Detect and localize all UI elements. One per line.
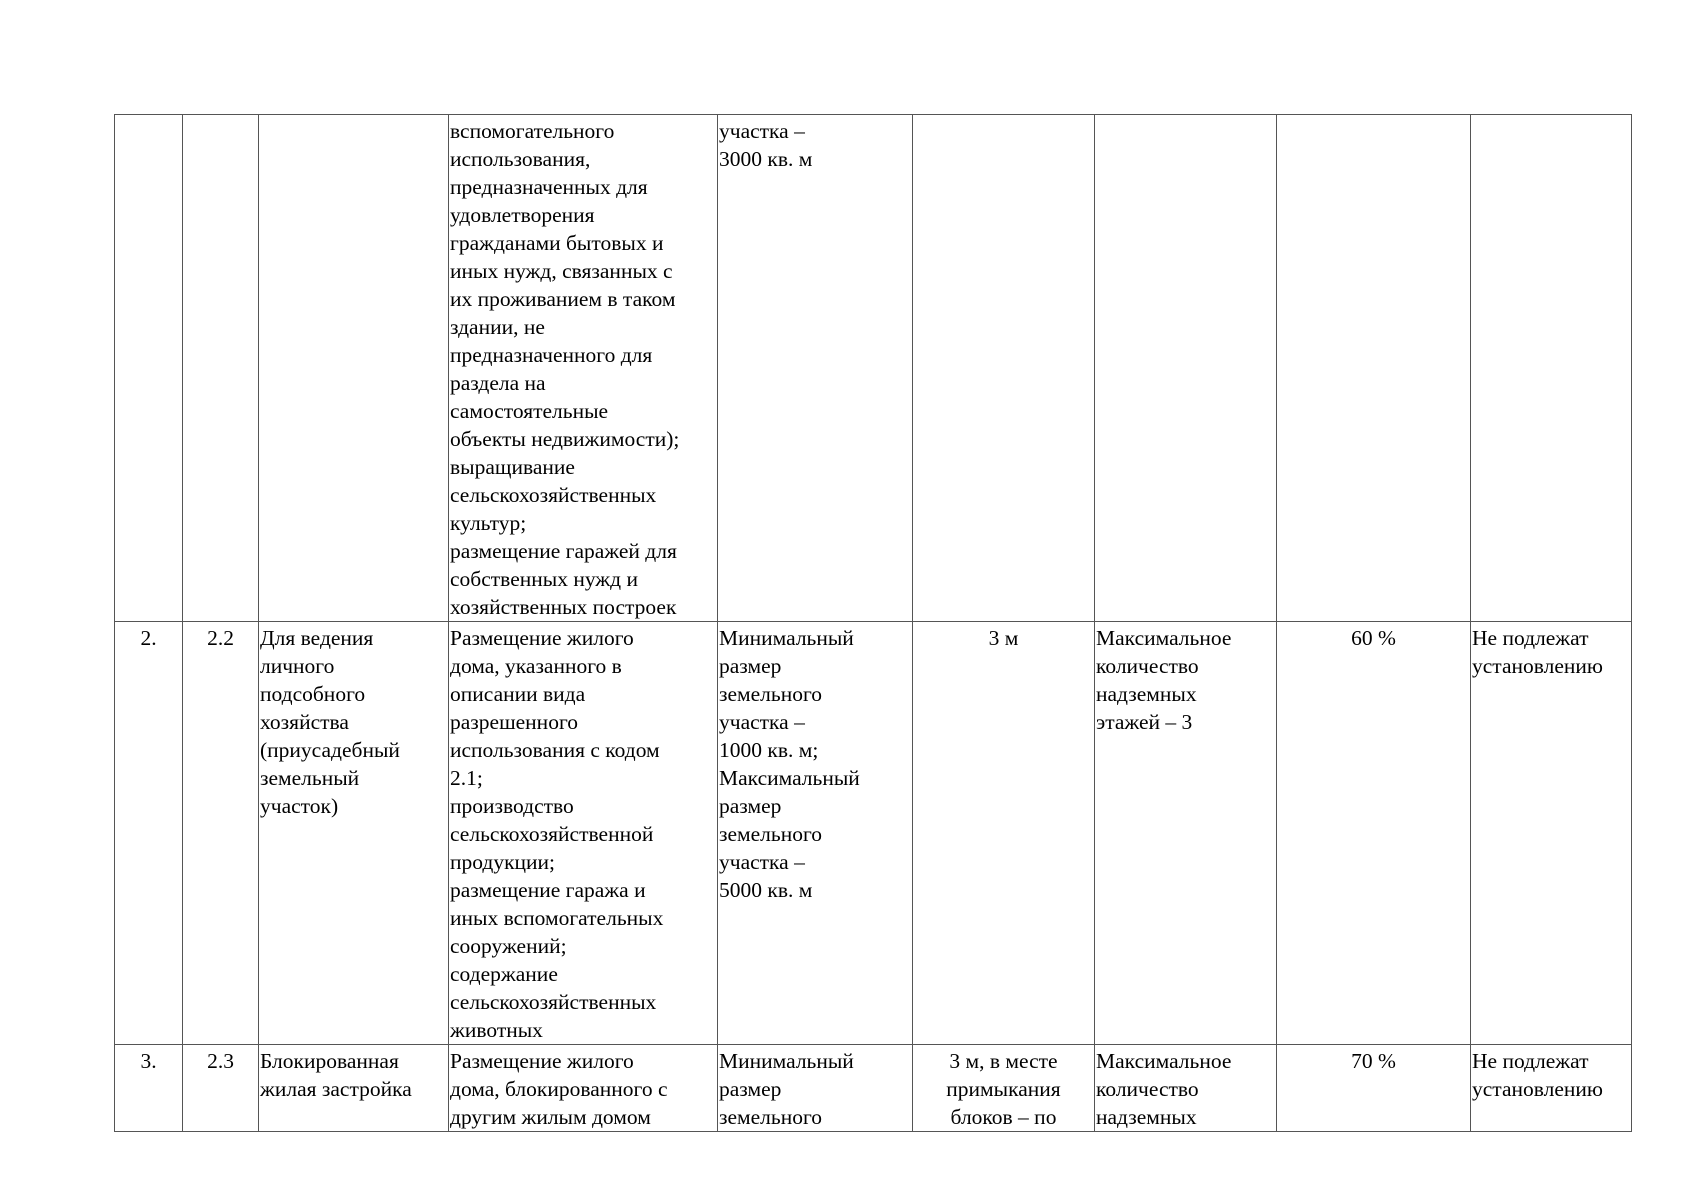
row-number-cell: 3. [115, 1045, 183, 1132]
row-number-cell: 2. [115, 622, 183, 1045]
floors-cell [1095, 115, 1277, 622]
setback-cell [913, 115, 1095, 622]
use-code-cell: 2.2 [183, 622, 259, 1045]
plot-size-cell: Минимальный размер земельного [718, 1045, 913, 1132]
table-row [115, 622, 1632, 1045]
plot-size-cell: Минимальный размер земельного участка – 1000 кв. м; Максимальный размер земельного участка – 5000 кв. м [718, 622, 913, 1045]
coverage-cell: 60 % [1277, 622, 1471, 1045]
other-params-cell: Не подлежат установлению [1471, 622, 1632, 1045]
floors-cell: Максимальное количество надземных [1095, 1045, 1277, 1132]
use-code-cell: 2.3 [183, 1045, 259, 1132]
use-description-cell: Размещение жилого дома, блокированного с другим жилым домом [449, 1045, 718, 1132]
setback-cell: 3 м [913, 622, 1095, 1045]
table-row [115, 1045, 1632, 1132]
floors-cell: Максимальное количество надземных этажей – 3 [1095, 622, 1277, 1045]
row-number-cell [115, 115, 183, 622]
coverage-cell [1277, 115, 1471, 622]
use-name-cell [259, 115, 449, 622]
coverage-cell: 70 % [1277, 1045, 1471, 1132]
use-description-cell: вспомогательного использования, предназначенных для удовлетворения гражданами бытовых и иных нужд, связанных с их проживанием в таком здании, не предназначенного для раздела на самостоятельные объекты недвижимости); выращивание сельскохозяйственных культур; размещение гаражей для собственных нужд и хозяйственных построек [449, 115, 718, 622]
use-code-cell [183, 115, 259, 622]
setback-cell: 3 м, в месте примыкания блоков – по [913, 1045, 1095, 1132]
use-description-cell: Размещение жилого дома, указанного в описании вида разрешенного использования с кодом 2.1; производство сельскохозяйственной продукции; размещение гаража и иных вспомогательных сооружений; содержание сельскохозяйственных животных [449, 622, 718, 1045]
plot-size-cell: участка – 3000 кв. м [718, 115, 913, 622]
use-name-cell: Для ведения личного подсобного хозяйства (приусадебный земельный участок) [259, 622, 449, 1045]
use-name-cell: Блокированная жилая застройка [259, 1045, 449, 1132]
other-params-cell: Не подлежат установлению [1471, 1045, 1632, 1132]
land-use-table [114, 114, 1632, 1132]
other-params-cell [1471, 115, 1632, 622]
table-row [115, 115, 1632, 622]
